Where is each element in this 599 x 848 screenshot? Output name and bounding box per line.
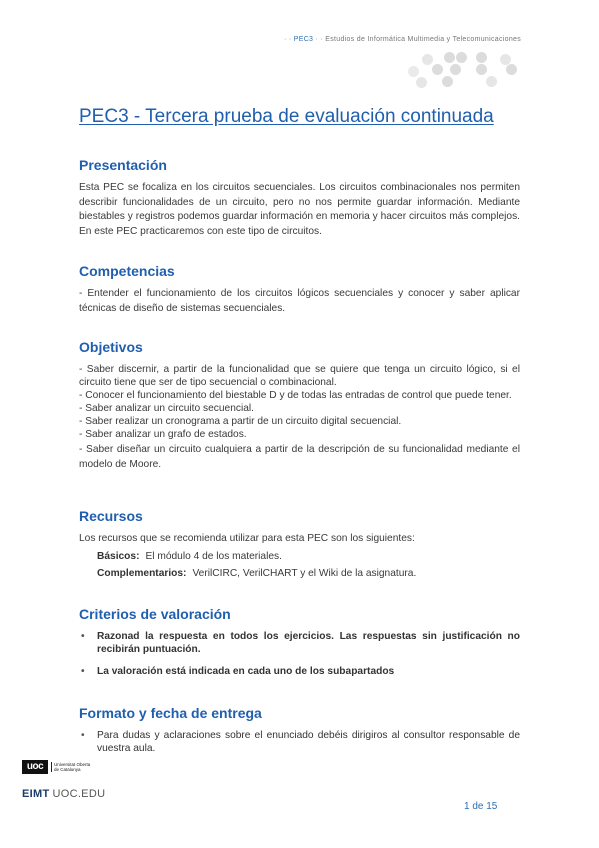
dot <box>432 64 443 75</box>
header-pec: PEC3 <box>293 36 314 43</box>
recurso-basicos: Básicos: El módulo 4 de los materiales. <box>97 551 282 562</box>
objetivo-item: - Saber realizar un cronograma a partir de un circuito digital secuencial. <box>79 416 402 427</box>
competencias-text: - Entender el funcionamiento de los circuitos lógicos secuenciales y conocer y saber aplicar técnicas de diseño de sistemas secuenciales. <box>79 288 520 314</box>
dot <box>476 52 487 63</box>
dot <box>408 66 419 77</box>
dot <box>442 76 453 87</box>
criterio-item: • Razonad la respuesta en todos los ejercicios. Las respuestas sin justificación no recibirán puntuación. <box>79 630 520 656</box>
section-competencias <box>79 263 520 316</box>
objetivo-item: - Saber analizar un circuito secuencial. <box>79 403 254 414</box>
objetivo-item: - Saber diseñar un circuito cualquiera a partir de la descripción de su funcionalidad mediante el modelo de Moore. <box>79 444 520 470</box>
dot <box>450 64 461 75</box>
section-objetivos <box>79 339 520 472</box>
uoc-mark: uoc <box>22 760 48 774</box>
heading-presentacion: Presentación <box>79 157 167 173</box>
header-estudios: Estudios de Informática Multimedia y Telecomunicaciones <box>325 36 521 43</box>
decorative-dots <box>402 50 532 90</box>
page-number: 1 de 15 <box>464 801 498 812</box>
document-title: PEC3 - Tercera prueba de evaluación continuada <box>79 106 494 127</box>
recurso-complementarios: Complementarios: VerilCIRC, VerilCHART y el Wiki de la asignatura. <box>97 568 417 579</box>
objetivo-item: - Saber discernir, a partir de la funcionalidad que se quiere que tenga un circuito lógico, si el circuito tiene que ser de tipo secuencial o combinacional. <box>79 364 520 388</box>
dot <box>486 76 497 87</box>
dot <box>476 64 487 75</box>
uoc-logo <box>22 760 105 800</box>
dot <box>456 52 467 63</box>
uoc-name: Universitat Oberta de Catalunya <box>51 762 90 772</box>
criterio-item: • La valoración está indicada en cada uno de los subapartados <box>79 665 520 678</box>
section-criterios <box>79 606 520 687</box>
running-header: · · PEC3 · · Estudios de Informática Multimedia y Telecomunicaciones <box>284 36 521 43</box>
eimt-mark: EIMT UOC.EDU <box>22 788 106 800</box>
section-formato <box>79 705 520 764</box>
heading-criterios: Criterios de valoración <box>79 606 231 622</box>
section-recursos <box>79 508 520 579</box>
dot <box>444 52 455 63</box>
recursos-intro: Los recursos que se recomienda utilizar para esta PEC son los siguientes: <box>79 533 415 544</box>
presentacion-text: Esta PEC se focaliza en los circuitos secuenciales. Los circuitos combinacionales nos permiten describir funcionalidades de un circuito, pero no nos permite guardar información. Mediante biestables y registros podemos guardar información en memoria y hacer circuitos más complejos. En este PEC practicaremos con este tipo de circuitos. <box>79 182 520 237</box>
section-presentacion <box>79 157 520 239</box>
formato-item: • Para dudas y aclaraciones sobre el enunciado debéis dirigiros al consultor responsable de vuestra aula. <box>79 729 520 755</box>
heading-recursos: Recursos <box>79 508 143 524</box>
dot <box>506 64 517 75</box>
objetivo-item: - Saber analizar un grafo de estados. <box>79 429 247 440</box>
heading-competencias: Competencias <box>79 263 175 279</box>
dot <box>422 54 433 65</box>
heading-objetivos: Objetivos <box>79 339 143 355</box>
dot <box>416 77 427 88</box>
objetivo-item: - Conocer el funcionamiento del biestable D y de todas las entradas de control que puede tener. <box>79 390 512 401</box>
heading-formato: Formato y fecha de entrega <box>79 705 262 721</box>
